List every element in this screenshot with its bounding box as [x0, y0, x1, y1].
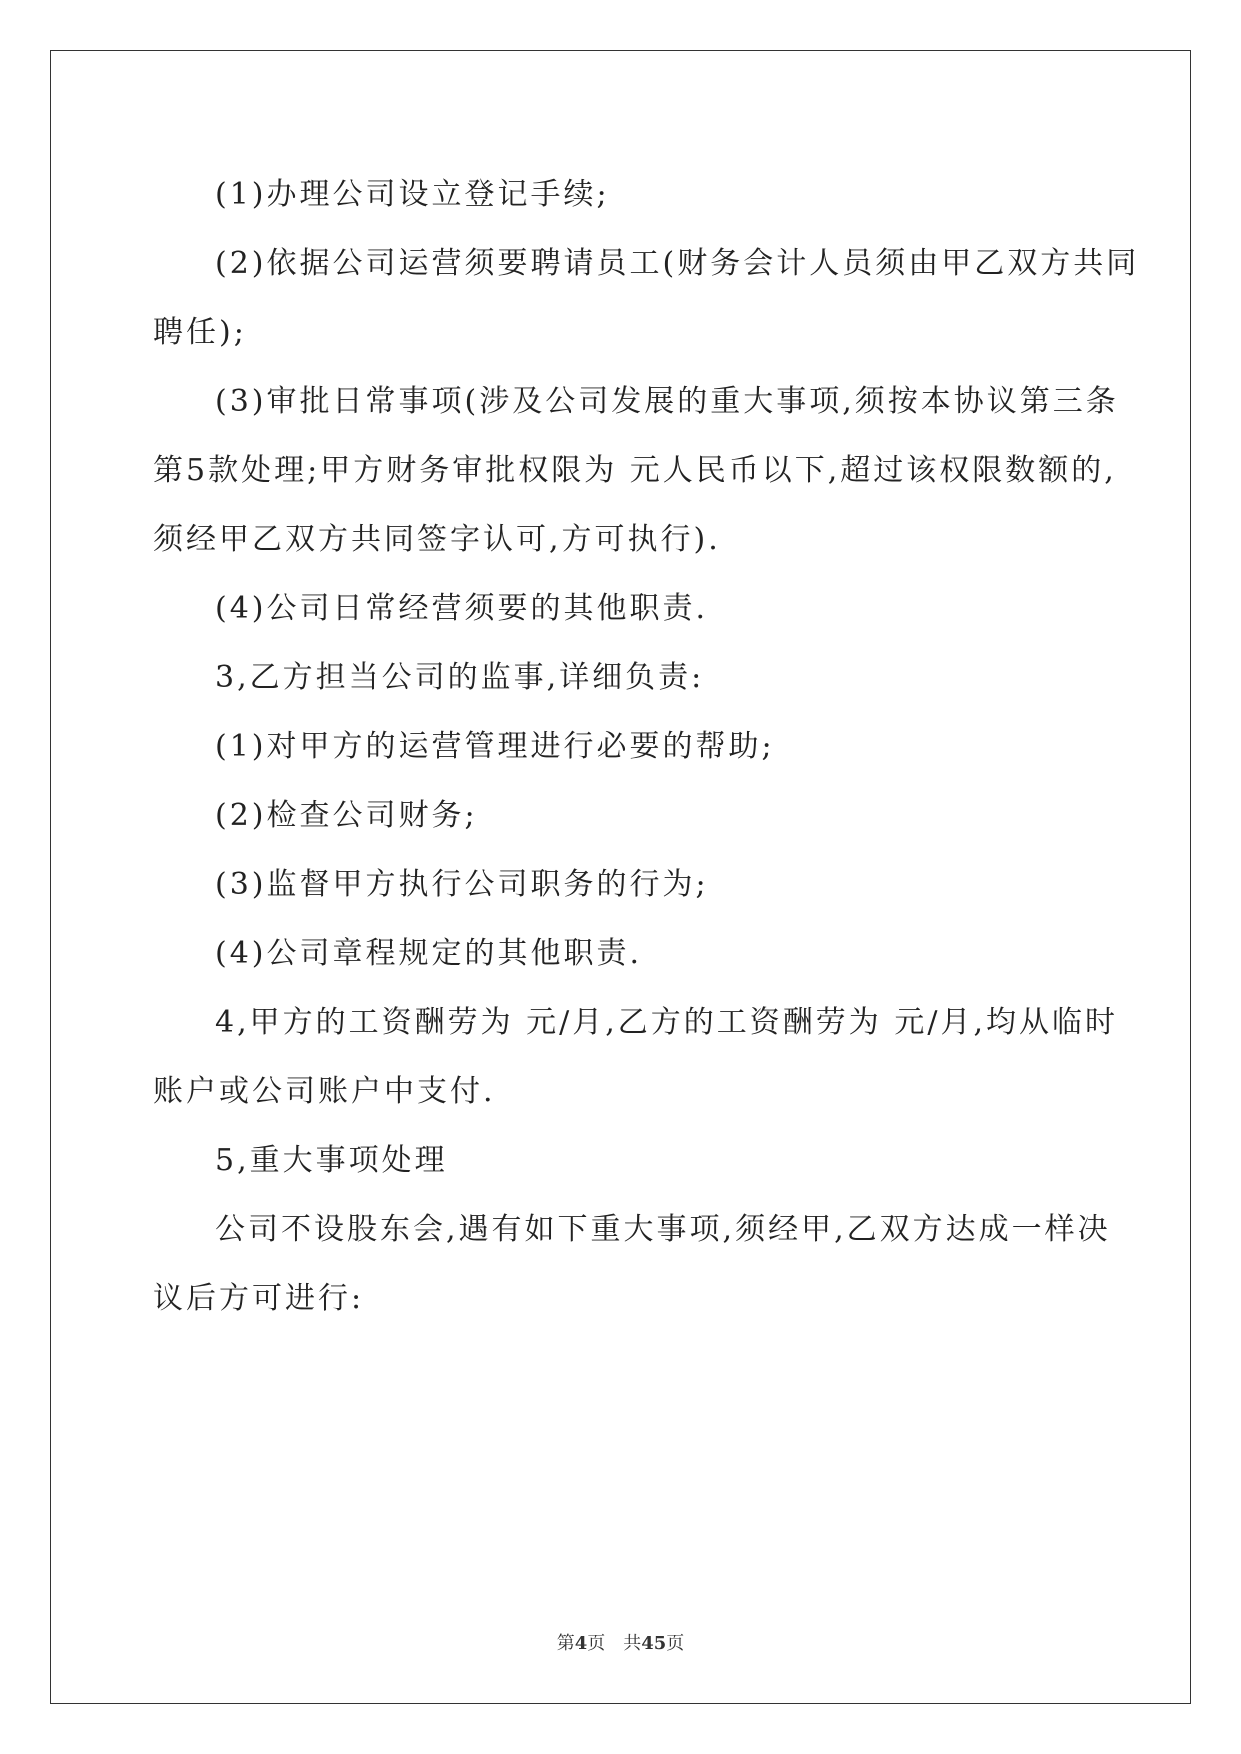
paragraph-9	[153, 919, 1089, 988]
text-line: 议后方可进行:	[153, 1281, 365, 1316]
text-line: 公司不设股东会,遇有如下重大事项,须经甲,乙双方达成一样决	[215, 1212, 1111, 1247]
text-line: 第5款处理;甲方财务审批权限为 元人民币以下,超过该权限数额的,	[153, 453, 1117, 488]
paragraph-3	[153, 367, 1119, 574]
footer-total-prefix: 共	[623, 1633, 642, 1654]
text-line: (2)依据公司运营须要聘请员工(财务会计人员须由甲乙双方共同	[215, 246, 1140, 281]
paragraph-10	[153, 988, 1118, 1126]
paragraph-6	[153, 712, 1089, 781]
paragraph-2	[153, 229, 1140, 367]
text-line: 须经甲乙双方共同签字认可,方可执行).	[153, 522, 721, 557]
text-line: 聘任);	[153, 315, 247, 350]
paragraph-8	[153, 850, 1089, 919]
text-line: (4)公司日常经营须要的其他职责.	[215, 591, 709, 626]
text-line: 账户或公司账户中支付.	[153, 1074, 496, 1109]
paragraph-1	[153, 160, 1089, 229]
text-line: (3)审批日常事项(涉及公司发展的重大事项,须按本协议第三条	[215, 384, 1119, 419]
paragraph-5	[153, 643, 1089, 712]
paragraph-11	[153, 1126, 1089, 1195]
footer-total-suffix: 页	[666, 1633, 685, 1654]
paragraph-4	[153, 574, 1089, 643]
page-footer	[0, 1629, 1241, 1655]
total-pages: 45	[641, 1633, 667, 1654]
document-body	[153, 160, 1140, 1333]
text-line: 5,重大事项处理	[215, 1143, 448, 1178]
text-line: (2)检查公司财务;	[215, 798, 478, 833]
footer-prefix: 第	[556, 1633, 575, 1654]
page-number: 4	[574, 1633, 588, 1654]
text-line: 3,乙方担当公司的监事,详细负责:	[215, 660, 705, 695]
footer-page-suffix: 页	[587, 1633, 606, 1654]
paragraph-12	[153, 1195, 1111, 1333]
text-line: (1)办理公司设立登记手续;	[215, 177, 610, 212]
paragraph-7	[153, 781, 1089, 850]
text-line: 4,甲方的工资酬劳为 元/月,乙方的工资酬劳为 元/月,均从临时	[215, 1005, 1118, 1040]
text-line: (4)公司章程规定的其他职责.	[215, 936, 643, 971]
text-line: (3)监督甲方执行公司职务的行为;	[215, 867, 709, 902]
text-line: (1)对甲方的运营管理进行必要的帮助;	[215, 729, 775, 764]
